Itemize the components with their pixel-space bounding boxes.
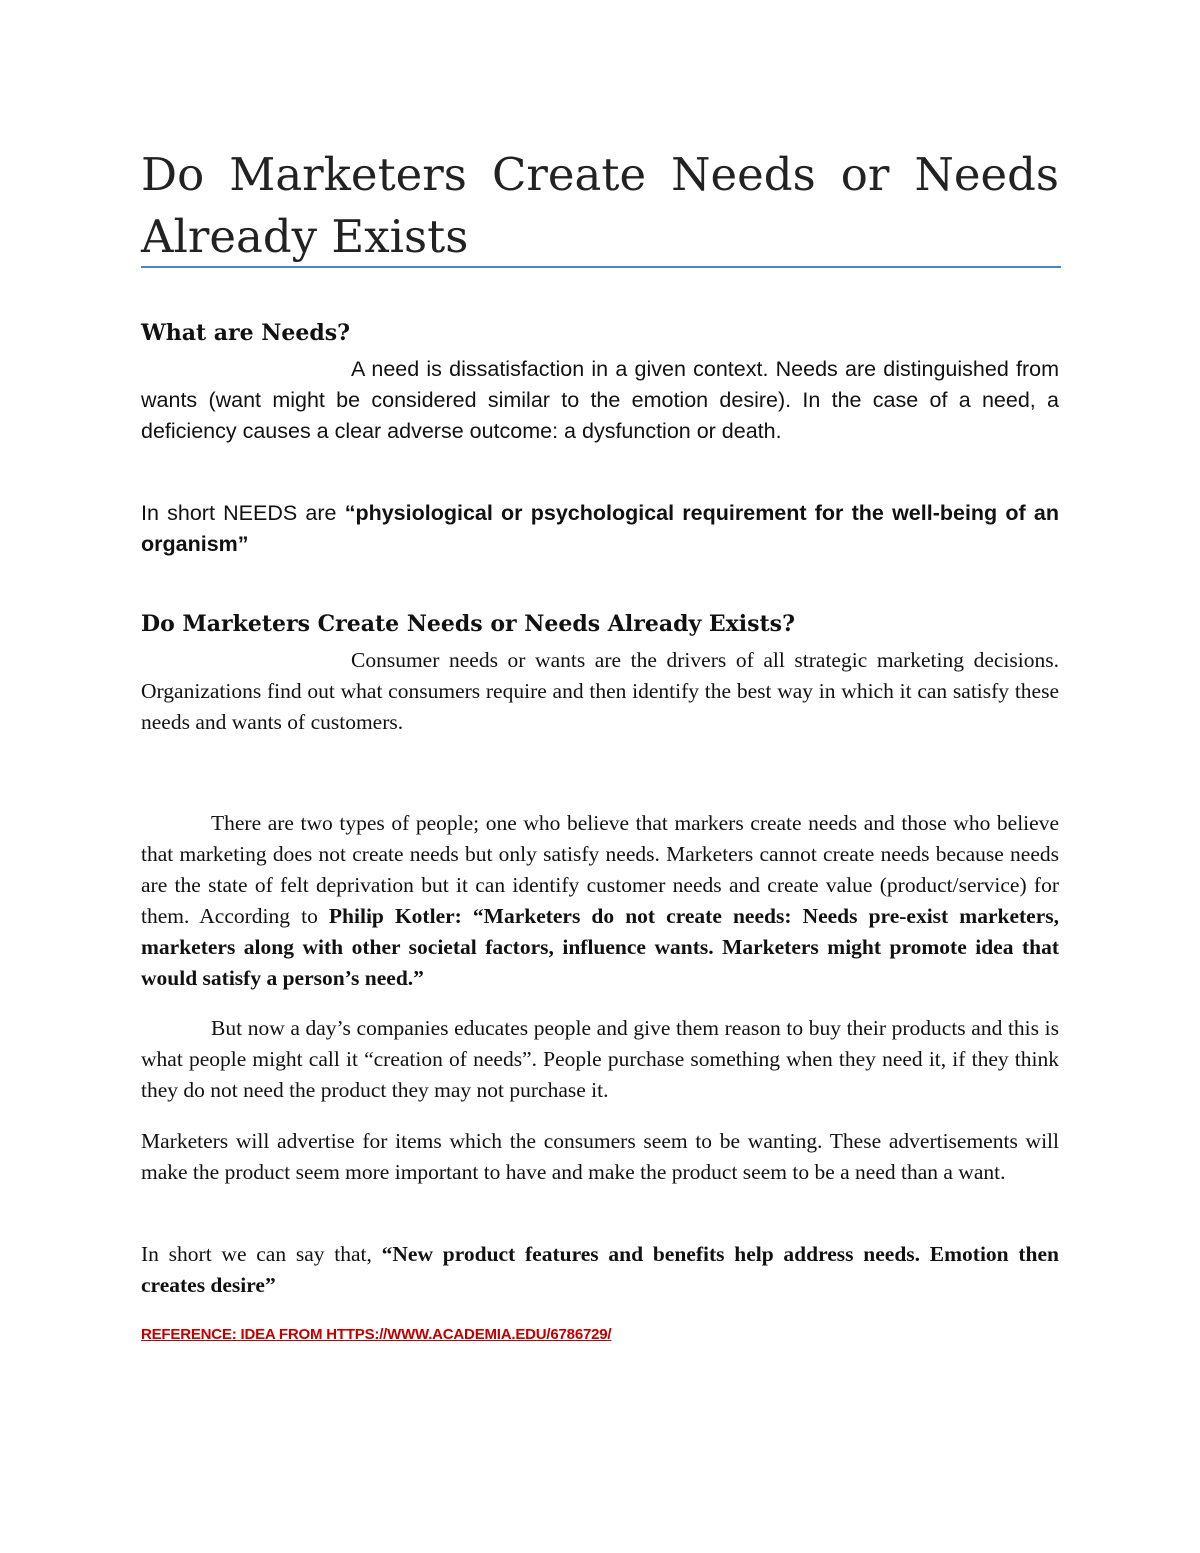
document-title: Do Marketers Create Needs or Needs Already Exists: [141, 148, 1059, 263]
heading-do-marketers-create-needs: Do Marketers Create Needs or Needs Already Exists?: [141, 611, 795, 637]
conclusion-paragraph: [141, 1239, 1059, 1301]
reference-link[interactable]: REFERENCE: IDEA FROM HTTPS://WWW.ACADEMIA.EDU/6786729/: [141, 1326, 612, 1343]
needs-definition-paragraph: A need is dissatisfaction in a given context. Needs are distinguished from wants (want might be considered similar to the emotion desire). In the case of a need, a deficiency causes a clear adverse outcome: a dysfunction or death.: [141, 357, 1059, 443]
companies-paragraph: But now a day’s companies educates people and give them reason to buy their products and this is what people might call it “creation of needs”. People purchase something when they need it, if they think they do not need the product they may not purchase it.: [141, 1016, 1059, 1102]
conclusion-quote: “New product features and benefits help address needs. Emotion then creates desire”: [141, 1242, 1059, 1297]
short-definition-intro: In short NEEDS are: [141, 501, 345, 525]
needs-short-definition: [141, 498, 1059, 560]
consumer-needs-paragraph: Consumer needs or wants are the drivers of all strategic marketing decisions. Organizations find out what consumers require and then identify the best way in which it can satisfy these needs and wants of customers.: [141, 648, 1059, 734]
two-types-text: There are two types of people; one who believe that markers create needs and those who believe that marketing does not create needs but only satisfy needs. Marketers cannot create needs because needs are the state of felt deprivation but it can identify customer needs and create value (product/service) for them. According to: [141, 811, 1059, 928]
title-underline: [141, 266, 1061, 268]
conclusion-intro: In short we can say that,: [141, 1242, 382, 1266]
kotler-quote: “Marketers do not create needs: Needs pre-exist marketers, marketers along with other societal factors, influence wants. Marketers might promote idea that would satisfy a person’s need.”: [141, 904, 1059, 990]
advertise-paragraph: Marketers will advertise for items which the consumers seem to be wanting. These advertisements will make the product seem more important to have and make the product seem to be a need than a want.: [141, 1129, 1059, 1184]
heading-what-are-needs: What are Needs?: [141, 320, 351, 346]
short-definition-quote: “physiological or psychological requirement for the well-being of an organism”: [141, 501, 1059, 556]
two-types-paragraph: [141, 808, 1059, 994]
kotler-name: Philip Kotler:: [328, 904, 462, 928]
